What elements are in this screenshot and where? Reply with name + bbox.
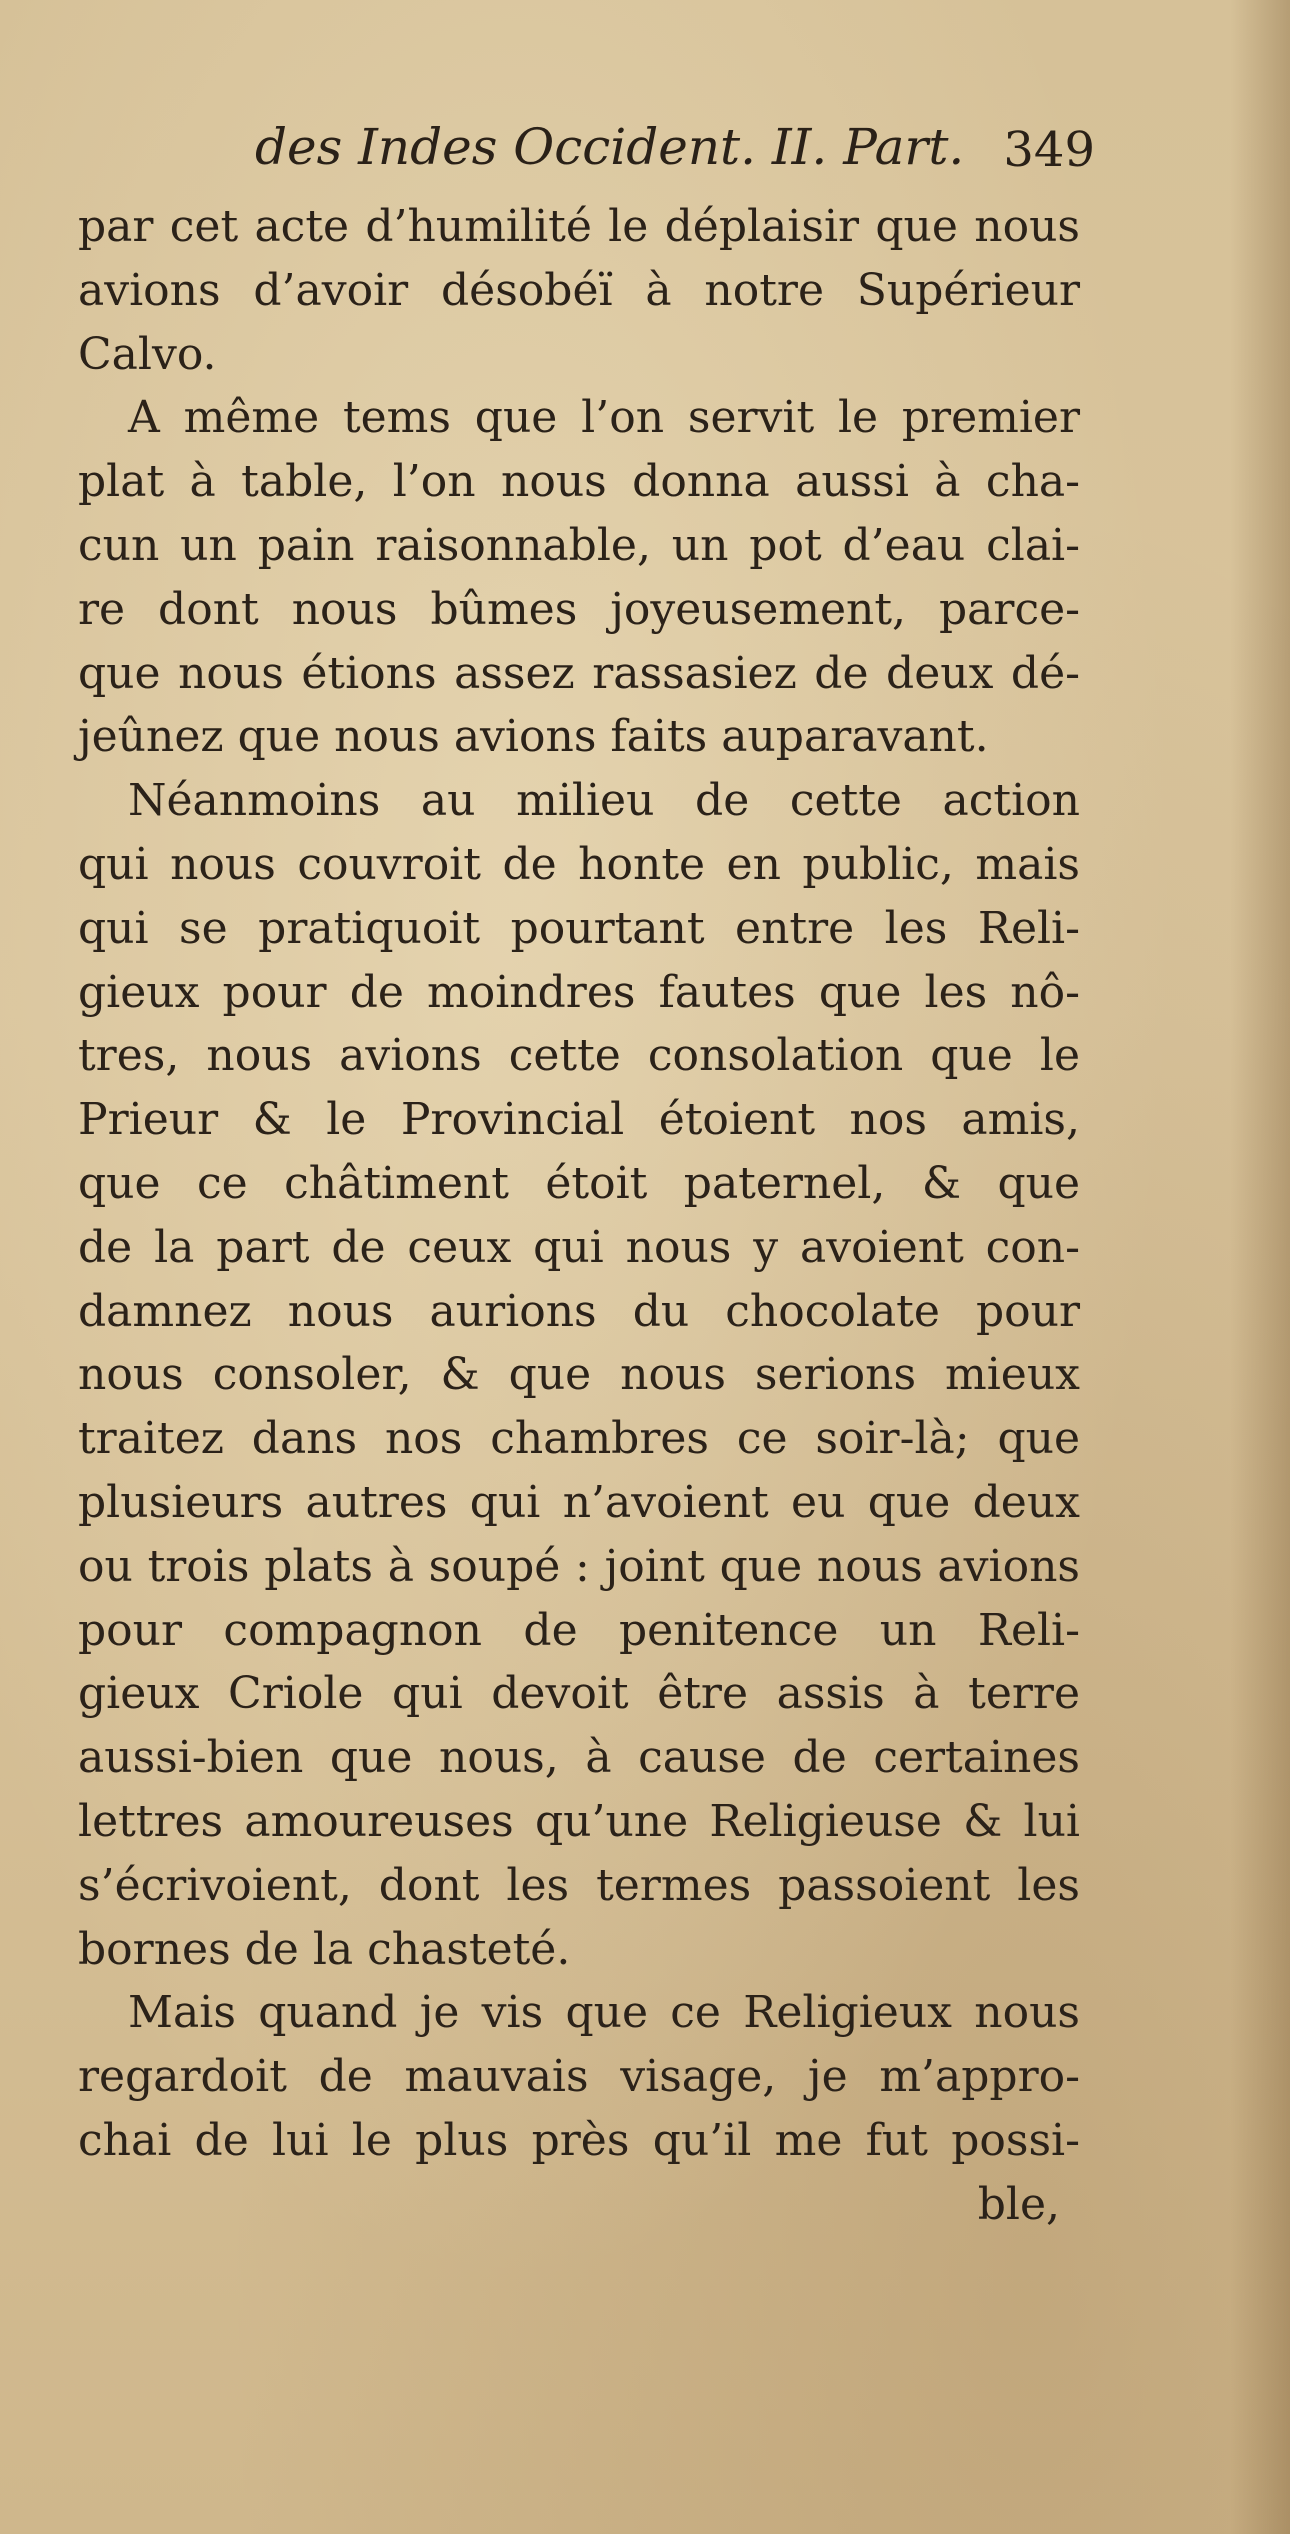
text-line: chai de lui le plus près qu’il me fut possi- [78, 2114, 1080, 2166]
text-line: lettres amoureuses qu’une Religieuse & lui [78, 1795, 1080, 1847]
text-line: pour compagnon de penitence un Reli- [78, 1604, 1080, 1656]
text-line: traitez dans nos chambres ce soir-là; que [78, 1413, 1080, 1465]
text-line: re dont nous bûmes joyeusement, parce- [78, 583, 1080, 635]
text-line: gieux Criole qui devoit être assis à terre [78, 1668, 1080, 1720]
text-line: jeûnez que nous avions faits auparavant. [78, 711, 989, 763]
text-line: Mais quand je vis que ce Religieux nous [128, 1987, 1080, 2039]
text-line: avions d’avoir désobéï à notre Supérieur [78, 264, 1080, 316]
body-text [78, 195, 1080, 2237]
text-line: aussi-bien que nous, à cause de certaines [78, 1732, 1080, 1784]
text-line: bornes de la chasteté. [78, 1923, 571, 1975]
text-line: Néanmoins au milieu de cette action [128, 775, 1080, 827]
page-edge-shadow [1230, 0, 1290, 2534]
text-line: par cet acte d’humilité le déplaisir que nous [78, 201, 1080, 252]
text-line: Prieur & le Provincial étoient nos amis, [78, 1094, 1080, 1146]
text-line: regardoit de mauvais visage, je m’appro- [78, 2051, 1080, 2103]
text-line: nous consoler, & que nous serions mieux [78, 1349, 1080, 1401]
text-line: gieux pour de moindres fautes que les nô- [78, 966, 1080, 1018]
text-line: qui nous couvroit de honte en public, mais [78, 838, 1080, 890]
catchword: ble, [977, 2178, 1060, 2230]
page-header [255, 118, 1095, 188]
page-number: 349 [1003, 122, 1095, 178]
running-title: des Indes Occident. II. Part. [255, 118, 965, 176]
text-line: que nous étions assez rassasiez de deux dé- [78, 647, 1080, 699]
text-line: damnez nous aurions du chocolate pour [78, 1285, 1080, 1337]
text-line: cun un pain raisonnable, un pot d’eau clai- [78, 519, 1080, 571]
text-line: que ce châtiment étoit paternel, & que [78, 1157, 1080, 1209]
text-line: de la part de ceux qui nous y avoient con- [78, 1221, 1080, 1273]
text-line: Calvo. [78, 328, 217, 380]
text-line: plusieurs autres qui n’avoient eu que deux [78, 1476, 1080, 1528]
text-line: A même tems que l’on servit le premier [128, 392, 1080, 444]
text-line: tres, nous avions cette consolation que le [78, 1030, 1080, 1082]
text-line: ou trois plats à soupé : joint que nous avions [78, 1540, 1080, 1592]
text-line: plat à table, l’on nous donna aussi à cha- [78, 456, 1080, 508]
text-line: qui se pratiquoit pourtant entre les Reli- [78, 902, 1080, 954]
text-line: s’écrivoient, dont les termes passoient les [78, 1859, 1080, 1911]
